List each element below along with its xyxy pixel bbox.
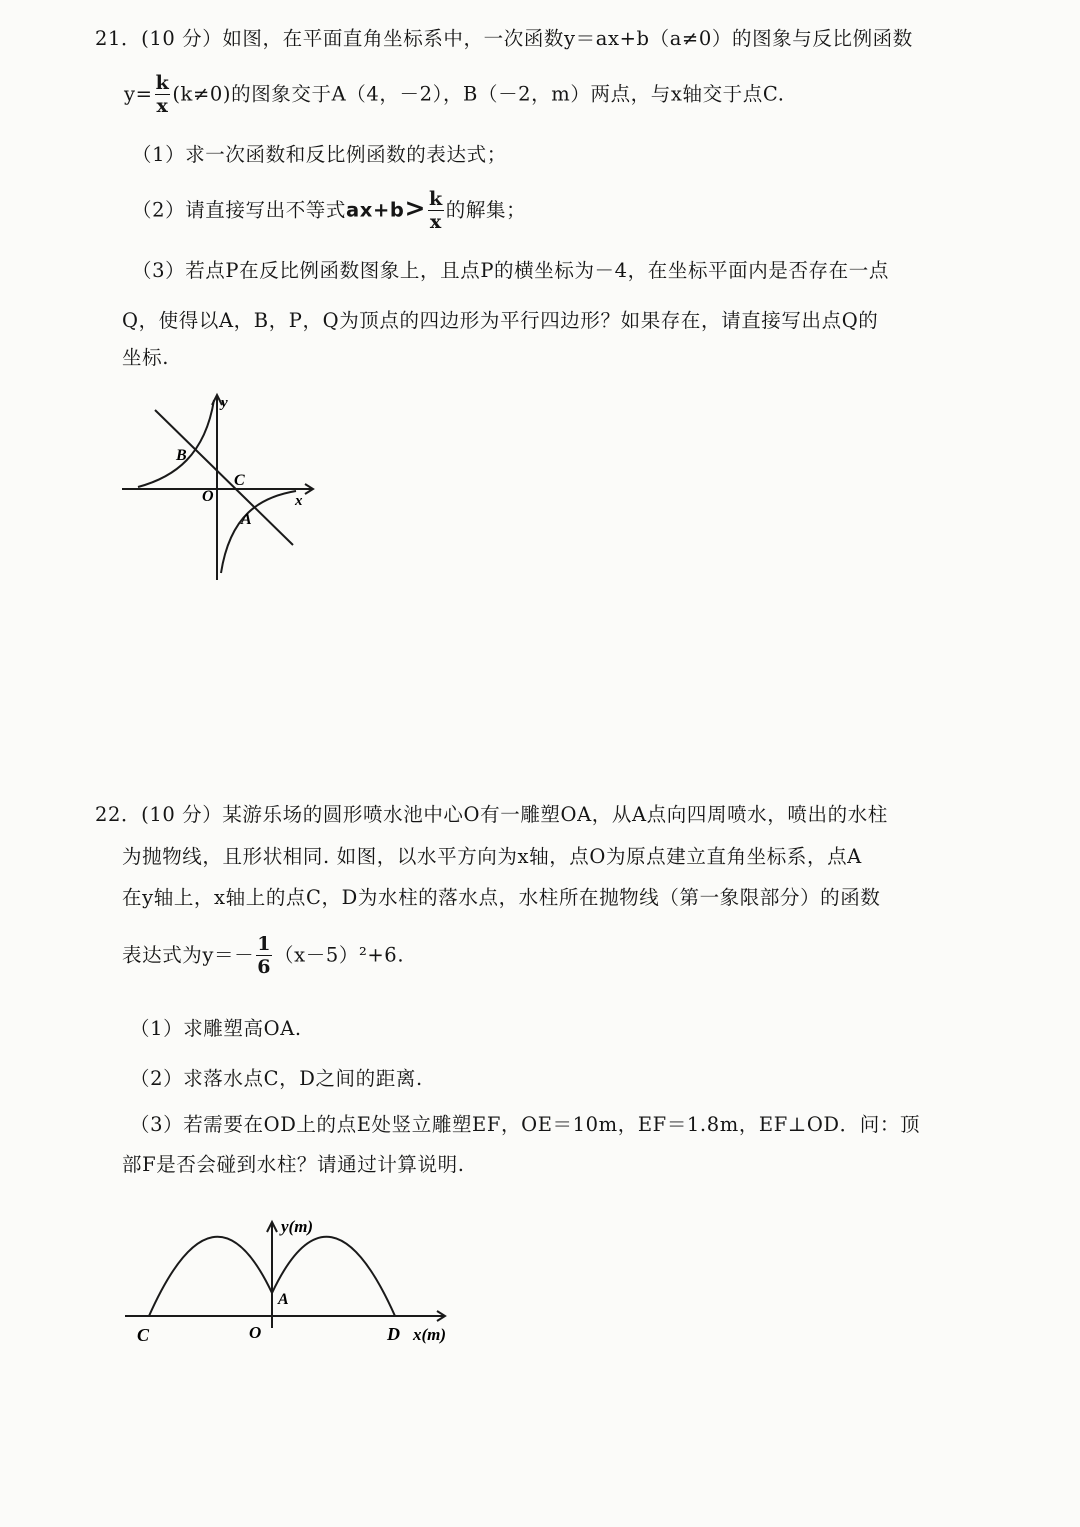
hyperbola-branch-2 xyxy=(138,400,214,487)
fraction-numerator: 1 xyxy=(257,933,272,955)
label-point-a: A xyxy=(278,1291,289,1308)
label-y-axis: y(m) xyxy=(281,1217,314,1236)
q22-part-1: （1）求雕塑高OA. xyxy=(130,1017,302,1040)
q21-part-1: （1）求一次函数和反比例函数的表达式； xyxy=(132,143,507,166)
label-y: y xyxy=(221,395,228,411)
q22-line-3: 在y轴上，x轴上的点C，D为水柱的落水点，水柱所在抛物线（第一象限部分）的函数 xyxy=(122,886,881,909)
q21-part-2-fraction xyxy=(428,190,444,232)
q22-line-4 xyxy=(122,935,404,977)
q22-fraction-one-sixth xyxy=(256,935,272,977)
hyperbola-branch-4 xyxy=(221,491,296,573)
q21-y-equals: y= xyxy=(124,82,153,106)
q21-part-3-line-3: 坐标. xyxy=(122,346,169,369)
label-x: x xyxy=(295,493,303,509)
fraction-numerator: k xyxy=(429,188,443,210)
q21-part-3-line-2: Q，使得以A，B，P，Q为顶点的四边形为平行四边形？如果存在，请直接写出点Q的 xyxy=(122,309,879,332)
q22-part-3-line-2: 部F是否会碰到水柱？请通过计算说明. xyxy=(122,1153,465,1176)
q22-part-2: （2）求落水点C，D之间的距离. xyxy=(130,1067,423,1090)
q22-figure xyxy=(115,1210,475,1360)
label-x-axis: x(m) xyxy=(413,1325,447,1344)
q21-part-2-prefix: （2）请直接写出不等式 xyxy=(132,198,347,222)
fraction-denominator: x xyxy=(429,211,442,233)
q21-part-2 xyxy=(132,190,526,232)
q21-part-2-suffix: 的解集； xyxy=(445,198,527,222)
q21-line-2-rest: (k≠0)的图象交于A（4，－2），B（－2，m）两点，与x轴交于点C. xyxy=(172,82,785,106)
label-origin: O xyxy=(249,1323,262,1342)
q21-line-2 xyxy=(124,74,785,116)
q22-part-3-line-1: （3）若需要在OD上的点E处竖立雕塑EF，OE＝10m，EF＝1.8m，EF⊥OD．问：顶 xyxy=(130,1113,921,1136)
q21-inequality-left: ax+b xyxy=(346,198,405,222)
q21-fraction-k-over-x xyxy=(155,74,171,116)
label-point-c: C xyxy=(137,1325,150,1345)
q22-line-2: 为抛物线，且形状相同. 如图，以水平方向为x轴，点O为原点建立直角坐标系，点A xyxy=(122,845,862,868)
q22-expression-rest: （x－5）²+6. xyxy=(274,943,405,967)
label-origin: O xyxy=(202,488,214,505)
parabola-right xyxy=(272,1237,395,1316)
linear-function-line xyxy=(155,410,293,545)
q21-figure xyxy=(110,385,330,590)
q21-part-3-line-1: （3）若点P在反比例函数图象上，且点P的横坐标为－4，在坐标平面内是否存在一点 xyxy=(132,259,889,282)
q21-line-1: 21．(10 分）如图，在平面直角坐标系中，一次函数y＝ax+b（a≠0）的图象与反比例函数 xyxy=(95,27,913,50)
q22-line-1: 22．(10 分）某游乐场的圆形喷水池中心O有一雕塑OA，从A点向四周喷水，喷出的水柱 xyxy=(95,803,888,826)
fraction-numerator: k xyxy=(155,72,170,94)
label-point-c: C xyxy=(234,472,245,489)
q21-greater-than-sign: > xyxy=(404,193,427,223)
label-point-a: A xyxy=(241,511,252,528)
label-point-d: D xyxy=(387,1324,400,1344)
q22-expression-prefix: 表达式为y＝－ xyxy=(122,943,255,967)
parabola-left xyxy=(149,1237,272,1316)
label-point-b: B xyxy=(176,447,187,464)
fraction-denominator: x xyxy=(156,95,169,117)
fraction-denominator: 6 xyxy=(257,956,272,978)
